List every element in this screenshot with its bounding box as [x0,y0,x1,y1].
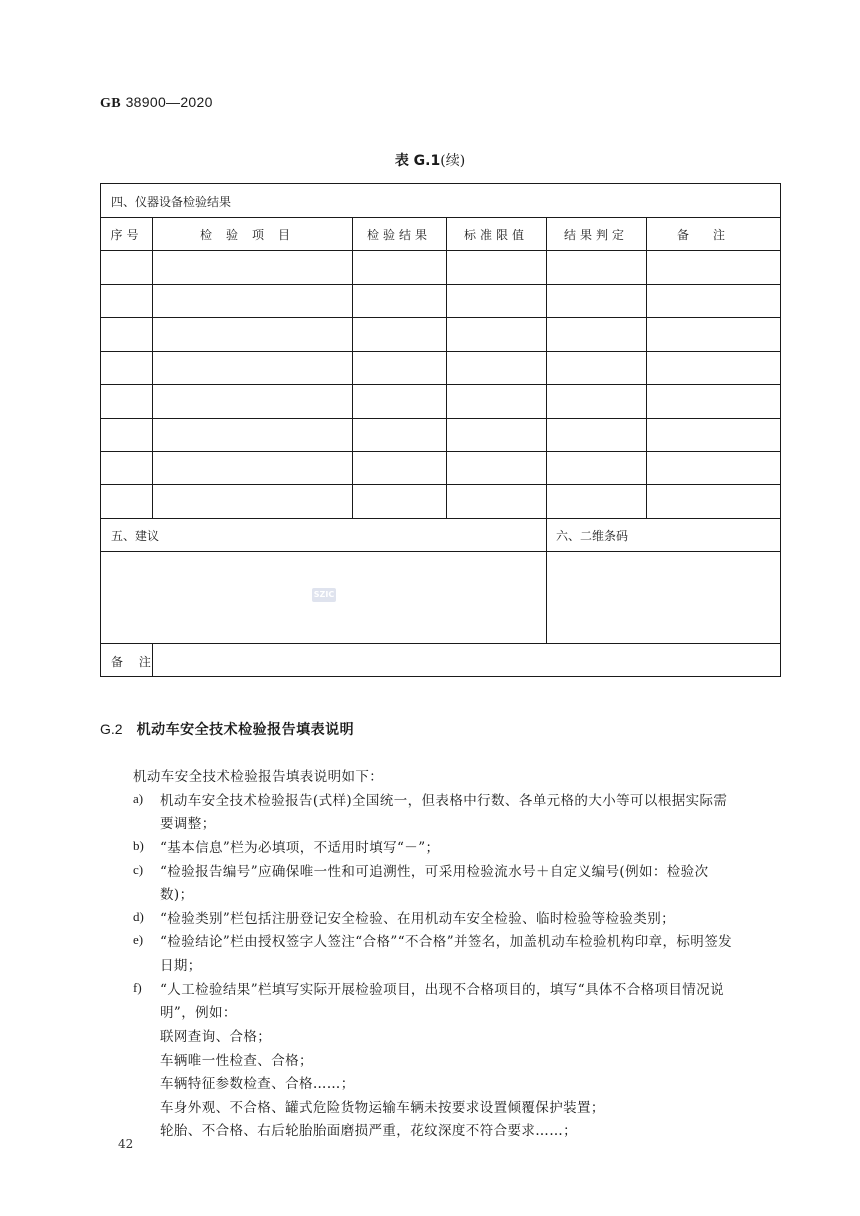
column-header-item: 检验项目 [199,228,304,242]
row-divider [101,384,780,385]
row-divider [101,284,780,285]
row-divider [101,643,780,644]
row-divider [101,351,780,352]
section-title: 机动车安全技术检验报告填表说明 [136,722,355,738]
item-marker-c: c) [133,862,144,877]
column-header-remarks: 备注 [676,228,749,242]
item-marker-b: b) [133,838,144,853]
standard-code: GB [100,96,121,111]
row-divider [101,518,780,519]
standard-header [100,94,213,112]
item-f-line-1: “人工检验结果”栏填写实际开展检验项目，出现不合格项目的，填写“具体不合格项目情况说 [160,982,725,998]
item-marker-f: f) [133,980,142,995]
watermark-logo: SZIC [312,588,336,602]
item-b-line-1: “基本信息”栏为必填项，不适用时填写“－”； [160,840,440,856]
inspection-form-table [100,183,781,677]
item-e-line-2: 日期； [160,958,202,974]
standard-number: 38900—2020 [125,94,213,110]
column-header-index: 序号 [110,228,143,242]
row-divider [101,551,780,552]
item-e-line-1: “检验结论”栏由授权签字人签注“合格”“不合格”并签名，加盖机动车检验机构印章，标明签发 [160,934,733,950]
row-divider [101,451,780,452]
item-f-line-3: 联网查询、合格； [160,1029,272,1045]
row-divider [101,317,780,318]
section-heading [100,719,354,739]
column-divider [546,217,547,643]
item-marker-a: a) [133,791,144,806]
item-f-line-4: 车辆唯一性检查、合格； [160,1053,313,1069]
item-marker-d: d) [133,909,144,924]
remarks-label: 备 注 [111,655,157,669]
column-header-limit: 标准限值 [463,228,528,242]
section-number: G.2 [100,721,123,737]
column-divider [446,217,447,518]
column-header-judgement: 结果判定 [563,228,628,242]
section4-title: 四、仪器设备检验结果 [111,195,232,209]
table-title-label: 表 G.1 [394,153,441,169]
column-divider [352,217,353,518]
row-divider [101,250,780,251]
item-c-line-1: “检验报告编号”应确保唯一性和可追溯性，可采用检验流水号＋自定义编号(例如：检验次 [160,864,709,880]
section6-title: 六、二维条码 [556,529,629,543]
page-number: 42 [118,1137,134,1151]
column-divider [646,217,647,518]
table-title [0,150,860,170]
column-header-result: 检验结果 [366,228,431,242]
row-divider [101,484,780,485]
item-f-line-2: 明”，例如： [160,1005,237,1021]
item-f-line-5: 车辆特征参数检查、合格……； [160,1076,355,1092]
row-divider [101,418,780,419]
section-intro: 机动车安全技术检验报告填表说明如下： [133,769,384,785]
item-a-line-2: 要调整； [160,816,216,832]
item-d-line-1: “检验类别”栏包括注册登记安全检验、在用机动车安全检验、临时检验等检验类别； [160,911,676,927]
row-divider [101,217,780,218]
column-divider [152,217,153,518]
item-f-line-7: 轮胎、不合格、右后轮胎胎面磨损严重，花纹深度不符合要求……； [160,1123,577,1139]
table-title-suffix: (续) [440,153,466,169]
section5-title: 五、建议 [111,529,160,543]
item-marker-e: e) [133,932,144,947]
item-f-line-6: 车身外观、不合格、罐式危险货物运输车辆未按要求设置倾覆保护装置； [160,1100,605,1116]
item-c-line-2: 数)； [160,887,194,903]
item-a-line-1: 机动车安全技术检验报告(式样)全国统一，但表格中行数、各单元格的大小等可以根据实际需 [160,793,728,809]
